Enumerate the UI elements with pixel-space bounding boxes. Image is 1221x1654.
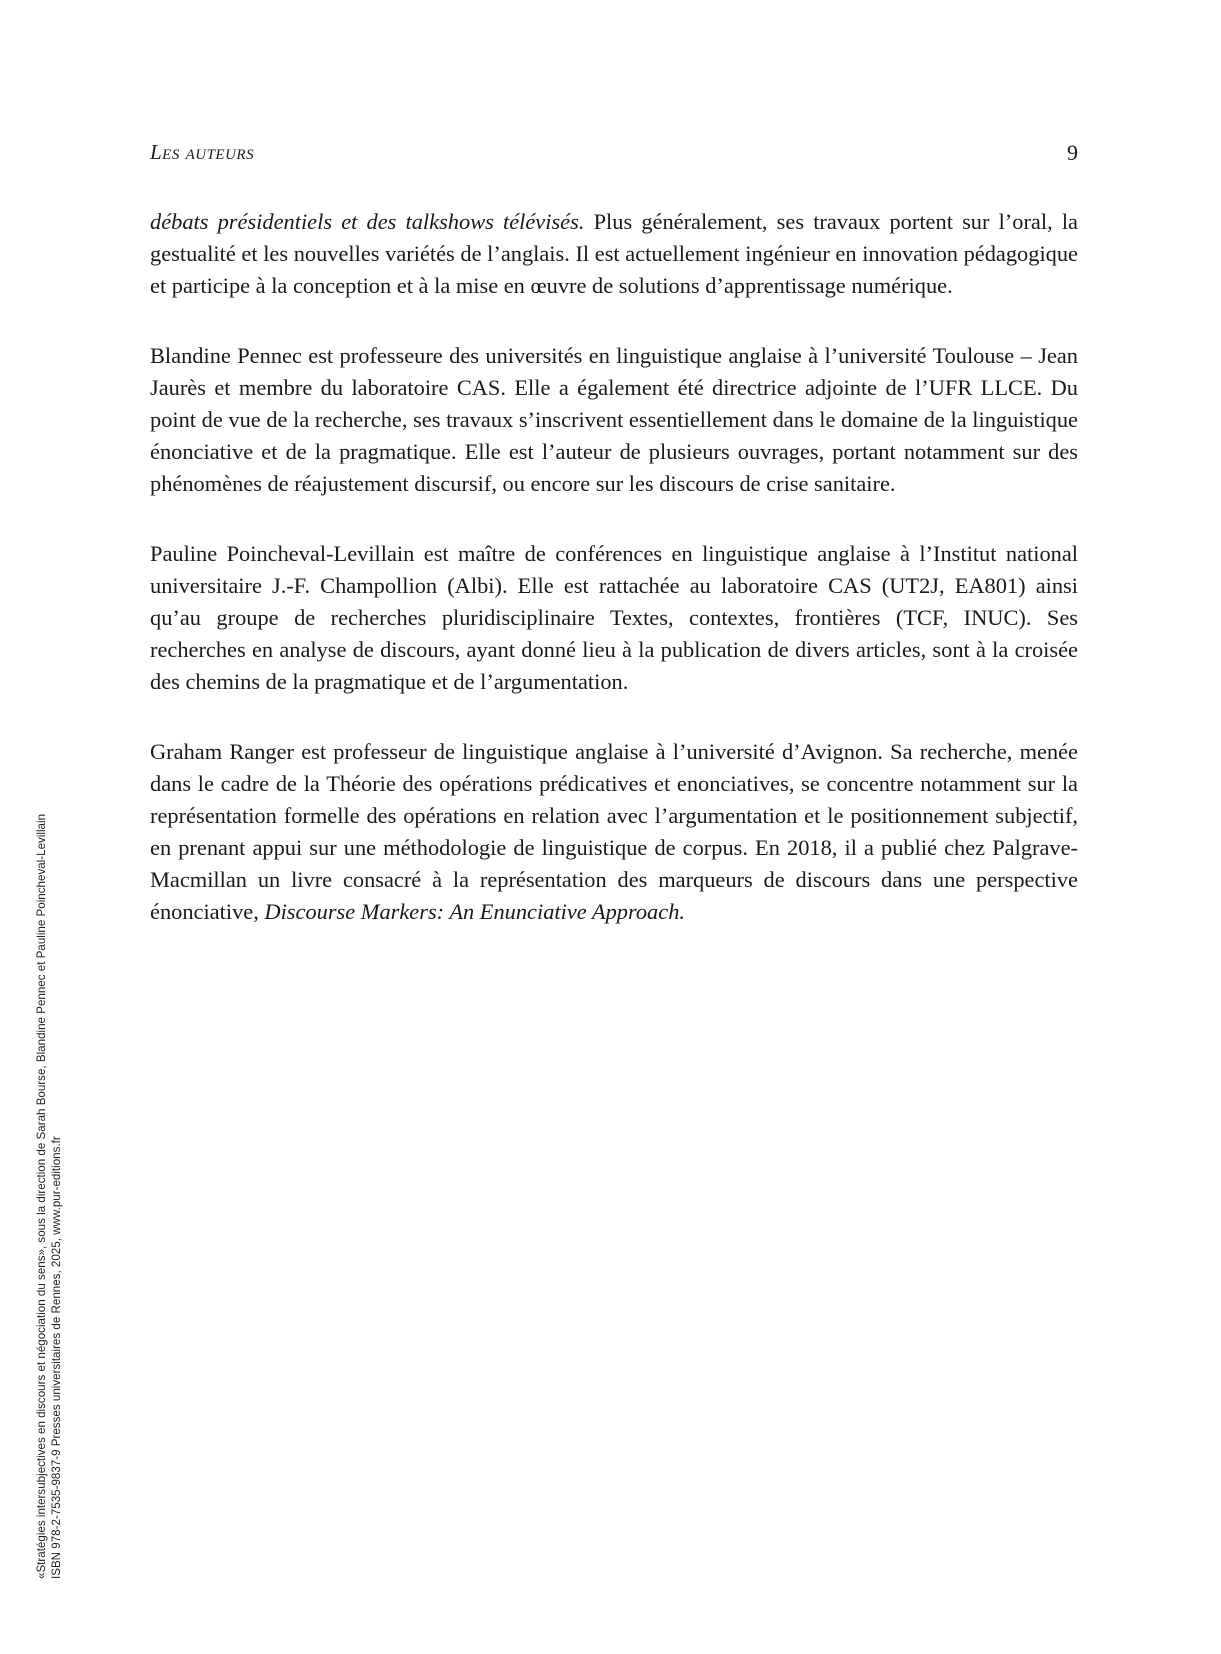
side-note-line-1: «Stratégies intersubjectives en discours et négociation du sens», sous la direction de Sarah Bourse, Blandine Pennec et Pauline Poincheval-Levillain [35, 813, 48, 1579]
page-body [150, 206, 1078, 966]
paragraph-4-italic: Discourse Markers: An Enunciative Approach. [264, 899, 685, 924]
copyright-side-note [34, 739, 82, 1579]
paragraph-4 [150, 736, 1078, 928]
side-note-line-2: ISBN 978-2-7535-9837-9 Presses universitaires de Rennes, 2025, www.pur-editions.fr [50, 1136, 63, 1579]
page-number: 9 [1067, 140, 1078, 165]
running-header [150, 140, 1078, 172]
paragraph-4-text: Graham Ranger est professeur de linguistique anglaise à l’université d’Avignon. Sa recherche, menée dans le cadre de la Théorie des opérations prédicatives et enonciatives, se concentre notamment sur la représentation formelle des opérations en relation avec l’argumentation et le positionnement subjectif, en prenant appui sur une méthodologie de linguistique de corpus. En 2018, il a publié chez Palgrave-Macmillan un livre consacré à la représentation des marqueurs de discours dans une perspective énonciative, [150, 739, 1078, 924]
running-title: Les auteurs [150, 140, 255, 164]
paragraph-3 [150, 538, 1078, 698]
paragraph-3-text: Pauline Poincheval-Levillain est maître de conférences en linguistique anglaise à l’Institut national universitaire J.-F. Champollion (Albi). Elle est rattachée au laboratoire CAS (UT2J, EA801) ainsi qu’au groupe de recherches pluridisciplinaire Textes, contextes, frontières (TCF, INUC). Ses recherches en analyse de discours, ayant donné lieu à la publication de divers articles, sont à la croisée des chemins de la pragmatique et de l’argumentation. [150, 541, 1078, 694]
paragraph-1-text: Plus généralement, ses travaux portent sur l’oral, la gestualité et les nouvelles variétés de l’anglais. Il est actuellement ingénieur en innovation pédagogique et participe à la conception et à la mise en œuvre de solutions d’apprentissage numérique. [150, 209, 1078, 298]
paragraph-1-italic: débats présidentiels et des talkshows télévisés. [150, 209, 585, 234]
paragraph-2 [150, 340, 1078, 500]
paragraph-1 [150, 206, 1078, 302]
paragraph-2-text: Blandine Pennec est professeure des universités en linguistique anglaise à l’université Toulouse – Jean Jaurès et membre du laboratoire CAS. Elle a également été directrice adjointe de l’UFR LLCE. Du point de vue de la recherche, ses travaux s’inscrivent essentiellement dans le domaine de la linguistique énonciative et de la pragmatique. Elle est l’auteur de plusieurs ouvrages, portant notamment sur des phénomènes de réajustement discursif, ou encore sur les discours de crise sanitaire. [150, 343, 1078, 496]
